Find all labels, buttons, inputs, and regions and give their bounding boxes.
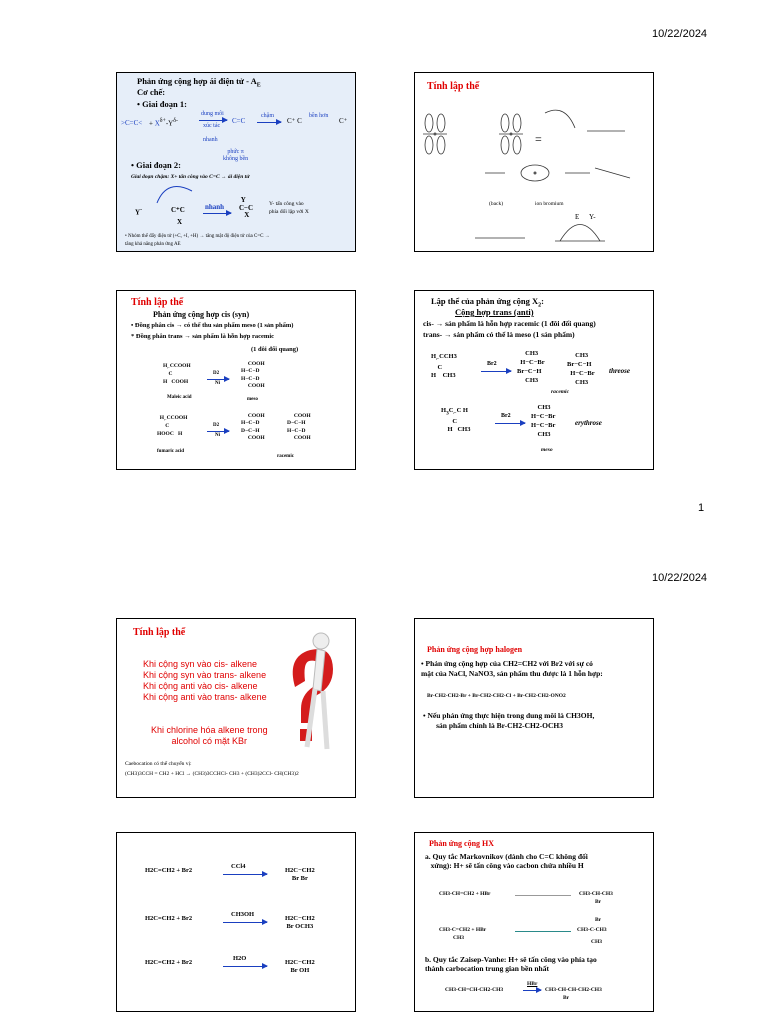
question-mark-figure-icon bbox=[277, 629, 347, 759]
equation-3-left: CH3-CH=CH-CH2-CH3 bbox=[445, 987, 504, 993]
fumaric-structure: $H_⌐CCOOH$ C HOOC H bbox=[157, 415, 188, 437]
reaction-arrow bbox=[207, 431, 229, 432]
reaction-2-product: H2C−CH2 Br OCH3 bbox=[285, 915, 315, 931]
reaction-3-reactants: H2C=CH2 + Br2 bbox=[145, 959, 193, 966]
meso-structure: COOH H−C−D H−C−D COOH bbox=[241, 361, 265, 390]
slide-hx-addition bbox=[414, 832, 654, 1012]
fast-label: nhanh bbox=[203, 137, 218, 143]
cis-rule: cis- → sản phẩm là hỗn hợp racemic (1 đôi đối quang) bbox=[423, 319, 596, 328]
pi-complex-label: phức π không bền bbox=[223, 149, 249, 162]
reaction-arrow bbox=[207, 379, 229, 380]
ni-label: Ni bbox=[215, 381, 220, 386]
carbocation-formula: C⁺ C bbox=[287, 117, 302, 125]
solvent-label: dung môi bbox=[201, 111, 224, 117]
reaction-3-condition: H2O bbox=[233, 955, 247, 962]
reaction-arrow bbox=[223, 874, 267, 875]
stage1-label: • Giai đoạn 1: bbox=[137, 99, 187, 109]
equation-3-br: Br bbox=[563, 995, 570, 1001]
meso-structure: CH3 H−C−Br H−C−Br CH3 bbox=[531, 404, 556, 439]
slide-title: Phản ứng cộng hợp ái điện tử - $A_E$ bbox=[137, 76, 261, 89]
reaction-1-condition: CCl4 bbox=[231, 863, 246, 870]
slide-subtitle: Cộng hợp trans (anti) bbox=[455, 307, 534, 317]
mechanism-label: Cơ chế: bbox=[137, 87, 166, 97]
br2-label: Br2 bbox=[487, 361, 497, 367]
question-anti-cis: Khi cộng anti vào cis- alkene bbox=[143, 681, 258, 691]
slide-title: Lập thể của phản ứng cộng $X_2$: bbox=[431, 296, 544, 309]
slide-title: Phản ứng cộng hợp halogen bbox=[427, 645, 523, 654]
reaction-arrow bbox=[515, 931, 571, 932]
reagent: + $X^{\delta+}-Y^{\delta-}$ bbox=[149, 118, 178, 128]
threose-label: threose bbox=[609, 367, 630, 375]
product-formula: Y C−C X bbox=[239, 196, 254, 220]
cis-alkene-structure: $H_⌐CCH3$ C H CH3 bbox=[431, 353, 457, 380]
reaction-2-reactants: H2C=CH2 + Br2 bbox=[145, 915, 193, 922]
reaction-arrow bbox=[523, 990, 541, 991]
maleic-structure: $H_⌐CCOOH$ C H COOH bbox=[163, 363, 191, 385]
slide-title: Tính lập thể bbox=[133, 627, 186, 638]
reaction-arrow bbox=[203, 213, 231, 214]
page-date: 10/22/2024 bbox=[652, 572, 708, 584]
bromium-label: ion bromium bbox=[535, 201, 564, 207]
erythrose-label: erythrose bbox=[575, 419, 602, 427]
intermediate-x: X bbox=[177, 218, 183, 226]
equation-2-br: Br bbox=[595, 917, 602, 923]
racemic-label: racemic bbox=[551, 389, 570, 395]
halogen-products: Br-CH2-CH2-Br + Br-CH2-CH2-Cl + Br-CH2-CH2-ONO2 bbox=[427, 693, 566, 699]
threose-structure-2: CH3 Br−C−H H−C−Br CH3 bbox=[567, 352, 595, 387]
ni-label: Ni bbox=[215, 433, 220, 438]
attack-curve bbox=[117, 73, 355, 251]
markovnikov-rule: a. Quy tắc Markovnikov (dành cho C=C không đối xứng): H+ sẽ tấn công vào cacbon chứa nhiều H bbox=[425, 852, 588, 871]
equation-1-br: Br bbox=[595, 899, 602, 905]
reaction-arrow bbox=[223, 966, 267, 967]
slide-stereochemistry-figure bbox=[414, 72, 654, 252]
equation-2-right: CH3-C-CH3 bbox=[577, 927, 607, 933]
stage2-label: • Giai đoạn 2: bbox=[131, 160, 181, 170]
equation-2-ch3: CH3 bbox=[453, 935, 464, 941]
fast2-label: nhanh bbox=[205, 203, 225, 211]
maleic-label: Maleic acid bbox=[167, 395, 192, 400]
reaction-1-reactants: H2C=CH2 + Br2 bbox=[145, 867, 193, 874]
d2-label: D2 bbox=[213, 423, 220, 428]
reaction-1-product: H2C−CH2 Br Br bbox=[285, 867, 315, 883]
br2-label: Br2 bbox=[501, 413, 511, 419]
reaction-arrow bbox=[495, 423, 525, 424]
meso-label: meso bbox=[541, 447, 553, 453]
slide-electrophilic-addition bbox=[116, 72, 356, 252]
slide-syn-addition bbox=[116, 290, 356, 470]
equation-1-right: CH3-CH-CH3 bbox=[579, 891, 613, 897]
reaction-arrow bbox=[223, 922, 267, 923]
page-number: 1 bbox=[698, 502, 705, 514]
nucleophile: Y- bbox=[135, 207, 143, 217]
racemic-structure-1: COOH H−C−D D−C−H COOH bbox=[241, 413, 265, 442]
trans-note: * Đồng phân trans → sản phẩm là hỗn hợp racemic bbox=[131, 333, 275, 340]
carbocation-note: Caebocation có thể chuyển vị: bbox=[125, 761, 192, 767]
slide-stereochemistry-questions bbox=[116, 618, 356, 798]
slide-title: Tính lập thể bbox=[427, 81, 480, 92]
halogen-paragraph-2: • Nếu phản ứng thực hiện trong dung môi là CH3OH, sản phẩm chính là Br-CH2-CH2-OCH3 bbox=[423, 711, 595, 730]
alkene-formula: >C=C< bbox=[121, 119, 143, 127]
equation-2-left: CH3-C=CH2 + HBr bbox=[439, 927, 487, 933]
racemic-label: racemic bbox=[277, 454, 294, 459]
halogen-paragraph-1: • Phản ứng cộng hợp của CH2=CH2 với Br2 với sự có mặt của NaCl, NaNO3, sản phẩm thu được là 1 hỗn hợp: bbox=[421, 659, 603, 678]
reaction-arrow bbox=[515, 895, 571, 896]
equation-1-left: CH3-CH=CH2 + HBr bbox=[439, 891, 491, 897]
slow-label: chậm bbox=[261, 113, 274, 119]
substituent-note: • Nhóm thế đẩy điện tử (+C, +I, +H) → tăng mật độ điện tử của C=C → tăng khả năng phản ứng AE bbox=[125, 234, 270, 247]
slide-title: Tính lập thể bbox=[131, 297, 184, 308]
racemic-structure-2: COOH D−C−H H−C−D COOH bbox=[287, 413, 311, 442]
reaction-2-condition: CH3OH bbox=[231, 911, 255, 918]
trans-alkene-structure: $H_3C_⌐C$ H C H CH3 bbox=[441, 407, 471, 434]
stage2-description: Giai đoạn chậm: X+ tấn công vào C=C → ái điện tử bbox=[131, 174, 250, 180]
e-label: E bbox=[575, 213, 580, 221]
catalyst-label: xúc tác bbox=[203, 123, 221, 129]
zaitsev-rule: b. Quy tắc Zaisep-Vanhe: H+ sẽ tấn công vào phía tạo thành carbocation trung gian bền nhất bbox=[425, 955, 597, 974]
pi-complex-formula: C=C bbox=[232, 117, 246, 125]
equation-2-ch3-bottom: CH3 bbox=[591, 939, 602, 945]
intermediate-formula: C⁺C bbox=[171, 206, 185, 214]
slide-bromination-solvents bbox=[116, 832, 356, 1012]
threose-structure-1: CH3 H−C−Br Br−C−H CH3 bbox=[517, 350, 545, 385]
d2-label: D2 bbox=[213, 371, 220, 376]
equation-3-condition: HBr bbox=[527, 981, 538, 987]
halonium-formula: C⁺ bbox=[339, 117, 348, 125]
equals-sign: = bbox=[535, 132, 542, 146]
meso-label: meso bbox=[247, 397, 258, 402]
fumaric-label: fumaric acid bbox=[157, 449, 185, 454]
chlorination-question: Khi chlorine hóa alkene trong alcohol có mặt KBr bbox=[151, 725, 268, 746]
mechanism-drawing bbox=[415, 73, 653, 251]
equation-3-right: CH3-CH-CH-CH2-CH3 bbox=[545, 987, 602, 993]
stable-label: bền hơn bbox=[309, 113, 329, 119]
trans-rule: trans- → sản phẩm có thể là meso (1 sản phẩm) bbox=[423, 330, 575, 339]
y-minus-label: Y- bbox=[589, 213, 596, 221]
question-syn-cis: Khi cộng syn vào cis- alkene bbox=[143, 659, 258, 669]
reaction-3-product: H2C−CH2 Br OH bbox=[285, 959, 315, 975]
slide-anti-addition bbox=[414, 290, 654, 470]
slide-subtitle: Phản ứng cộng hợp cis (syn) bbox=[153, 310, 250, 319]
cis-note: • Đồng phân cis → có thể thu sản phẩm meso (1 sản phẩm) bbox=[131, 322, 294, 329]
question-anti-trans: Khi cộng anti vào trans- alkene bbox=[143, 692, 267, 702]
reaction-arrow bbox=[481, 371, 511, 372]
back-label: (back) bbox=[489, 201, 504, 207]
page-date: 10/22/2024 bbox=[652, 28, 708, 40]
carbocation-equation: (CH3)3CCH = CH2 + HCl → (CH3)3CCHCl- CH3 + (CH3)2CCl- CH(CH3)2 bbox=[125, 771, 299, 777]
y-attack-note: Y- tấn công vào phía đối lập với X bbox=[269, 201, 309, 215]
question-syn-trans: Khi cộng syn vào trans- alkene bbox=[143, 670, 267, 680]
slide-title: Phản ứng cộng HX bbox=[429, 839, 495, 848]
enantiomer-note: (1 đôi đối quang) bbox=[251, 346, 299, 353]
slide-halogen-addition bbox=[414, 618, 654, 798]
